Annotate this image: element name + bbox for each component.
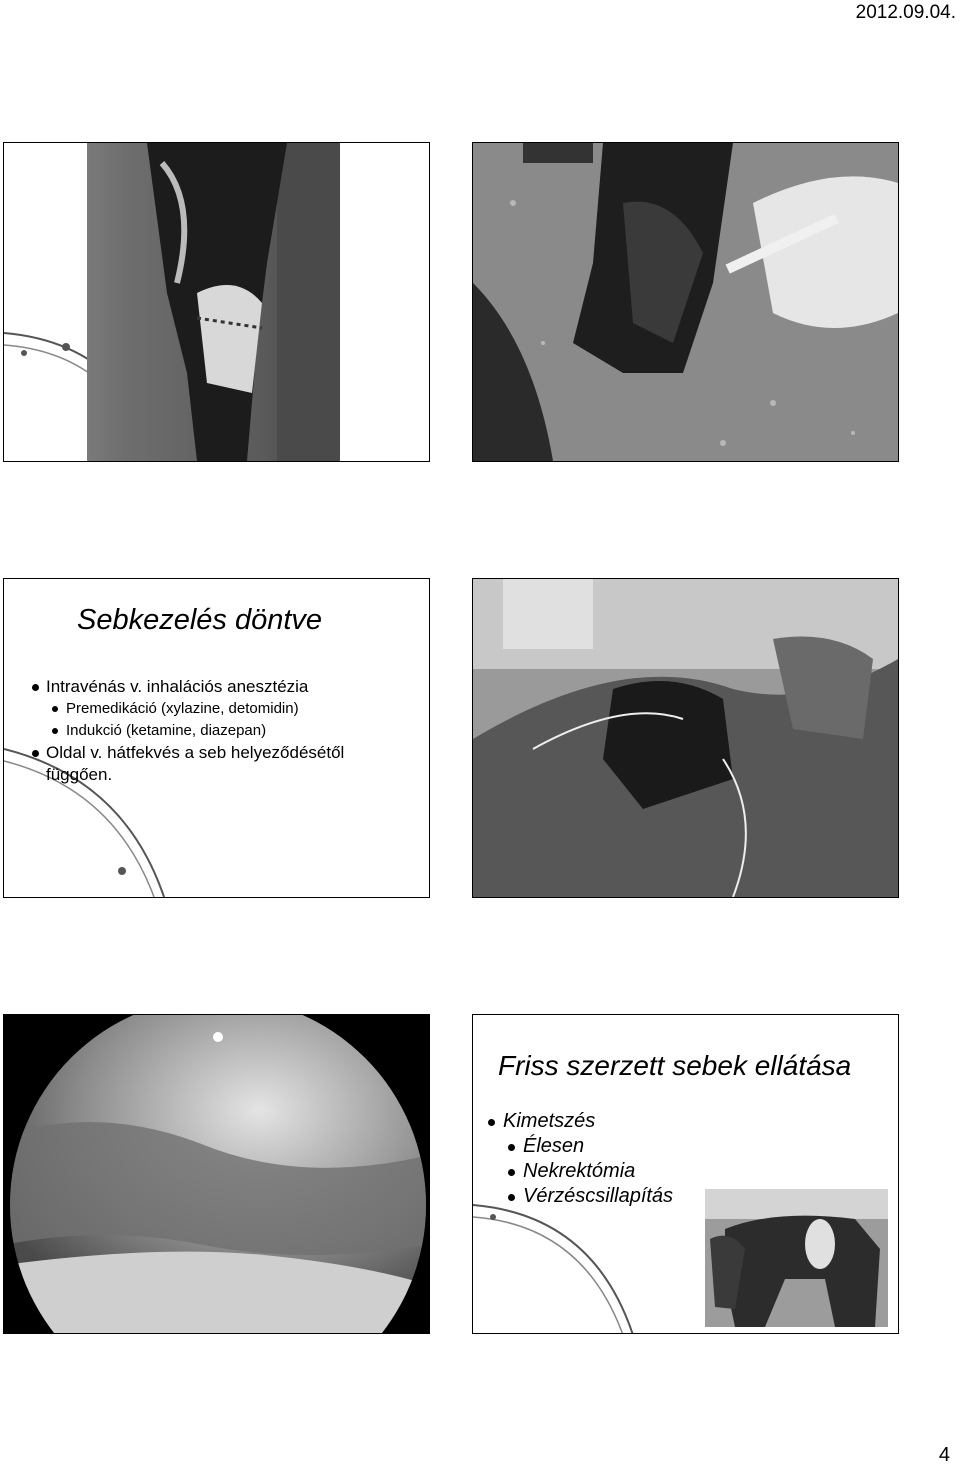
slide-3-left bbox=[3, 1014, 430, 1334]
list-item: Nekrektómia bbox=[485, 1159, 673, 1184]
slide-title: Friss szerzett sebek ellátása bbox=[498, 1050, 852, 1081]
list-item: Vérzéscsillapítás bbox=[485, 1184, 673, 1209]
wound-irrigation-photo bbox=[473, 143, 898, 461]
list-item-continuation: függően. bbox=[46, 765, 113, 784]
standing-horse-photo bbox=[705, 1189, 888, 1327]
slide-title: Sebkezelés döntve bbox=[77, 604, 323, 636]
arthroscopy-photo bbox=[4, 1015, 429, 1333]
header-date: 2012.09.04. bbox=[855, 2, 956, 23]
horse-anesthesia-photo bbox=[473, 579, 898, 897]
list-item: Kimetszés bbox=[485, 1109, 673, 1134]
page-number: 4 bbox=[938, 1444, 950, 1466]
bullet-list bbox=[485, 1109, 673, 1209]
slide-1-left bbox=[3, 142, 430, 462]
list-item: Indukció (ketamine, diazepan) bbox=[26, 720, 344, 742]
slide-2-left bbox=[3, 578, 430, 898]
slide-2-right bbox=[472, 578, 899, 898]
slide-decoration-curves bbox=[473, 1195, 673, 1334]
list-item: Élesen bbox=[485, 1134, 673, 1159]
list-item: Oldal v. hátfekvés a seb helyeződésétől bbox=[26, 742, 344, 764]
bullet-list bbox=[26, 676, 344, 786]
leg-wound-photo bbox=[87, 143, 340, 461]
slide-3-right bbox=[472, 1014, 899, 1334]
slide-1-right bbox=[472, 142, 899, 462]
list-item: Premedikáció (xylazine, detomidin) bbox=[26, 698, 344, 720]
list-item: Intravénás v. inhalációs anesztézia bbox=[26, 676, 344, 698]
